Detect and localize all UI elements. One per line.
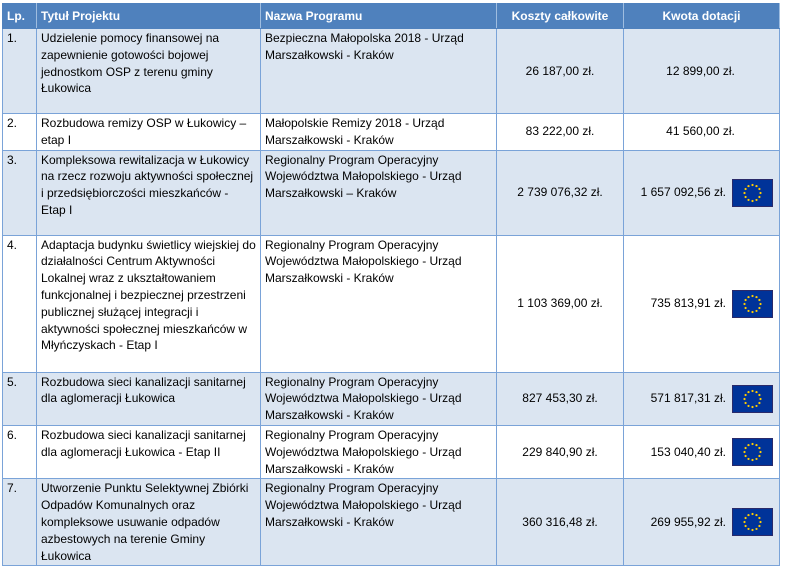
row-title: Adaptacja budynku świetlicy wiejskiej do działalności Centrum Aktywności Lokalnej wraz z ukształtowaniem funkcjonalnej i bezpiecznej przestrzeni publicznej służącej integracji i aktywności społecznej mieszkańców w Młyńczyskach - Etap I: [37, 235, 261, 372]
header-cost: Koszty całkowite: [497, 4, 624, 29]
header-lp: Lp.: [3, 4, 37, 29]
header-program: Nazwa Programu: [261, 4, 497, 29]
row-grant-cell: [624, 150, 780, 235]
header-grant: Kwota dotacji: [624, 4, 780, 29]
row-cost: 827 453,30 zł.: [497, 372, 624, 425]
header-title: Tytuł Projektu: [37, 4, 261, 29]
row-grant-cell: [624, 479, 780, 566]
row-cost: 2 739 076,32 zł.: [497, 150, 624, 235]
row-cost: 83 222,00 zł.: [497, 114, 624, 151]
row-title: Rozbudowa remizy OSP w Łukowicy – etap I: [37, 114, 261, 151]
eu-flag-icon: [732, 179, 773, 207]
row-grant: 12 899,00 zł.: [666, 63, 735, 78]
row-grant-cell: [624, 235, 780, 372]
row-program: Małopolskie Remizy 2018 - Urząd Marszałkowski - Kraków: [261, 114, 497, 151]
eu-flag-icon: [732, 290, 773, 318]
row-lp: 1.: [3, 29, 37, 114]
row-title: Kompleksowa rewitalizacja w Łukowicy na rzecz rozwoju aktywności społecznej i przedsiębiorczości mieszkańców - Etap I: [37, 150, 261, 235]
row-lp: 2.: [3, 114, 37, 151]
eu-flag-icon: [732, 508, 773, 536]
row-lp: 5.: [3, 372, 37, 425]
row-grant-cell: [624, 29, 780, 114]
row-program: Bezpieczna Małopolska 2018 - Urząd Marszałkowski - Kraków: [261, 29, 497, 114]
eu-flag-icon: [732, 438, 773, 466]
table-row: [3, 479, 780, 566]
row-cost: 1 103 369,00 zł.: [497, 235, 624, 372]
row-cost: 360 316,48 zł.: [497, 479, 624, 566]
row-grant-cell: [624, 425, 780, 478]
row-grant: 41 560,00 zł.: [666, 124, 735, 139]
table-row: [3, 372, 780, 425]
row-grant-cell: [624, 372, 780, 425]
row-lp: 6.: [3, 425, 37, 478]
row-program: Regionalny Program Operacyjny Województwa Małopolskiego - Urząd Marszałkowski - Kraków: [261, 425, 497, 478]
table-header-row: [3, 4, 780, 29]
row-title: Rozbudowa sieci kanalizacji sanitarnej dla aglomeracji Łukowica - Etap II: [37, 425, 261, 478]
table-row: [3, 425, 780, 478]
row-program: Regionalny Program Operacyjny Województwa Małopolskiego - Urząd Marszałkowski – Kraków: [261, 150, 497, 235]
row-grant: 571 817,31 zł.: [650, 391, 726, 406]
row-program: Regionalny Program Operacyjny Województwa Małopolskiego - Urząd Marszałkowski - Kraków: [261, 235, 497, 372]
row-grant: 269 955,92 zł.: [650, 514, 726, 529]
row-title: Rozbudowa sieci kanalizacji sanitarnej dla aglomeracji Łukowica: [37, 372, 261, 425]
row-grant-cell: [624, 114, 780, 151]
row-grant: 153 040,40 zł.: [650, 444, 726, 459]
row-lp: 4.: [3, 235, 37, 372]
row-title: Udzielenie pomocy finansowej na zapewnienie gotowości bojowej jednostkom OSP z terenu gminy Łukowica: [37, 29, 261, 114]
projects-table: [2, 3, 780, 566]
row-grant: 1 657 092,56 zł.: [640, 185, 726, 200]
table-row: [3, 114, 780, 151]
table-row: [3, 150, 780, 235]
row-lp: 7.: [3, 479, 37, 566]
table-row: [3, 235, 780, 372]
row-cost: 26 187,00 zł.: [497, 29, 624, 114]
row-lp: 3.: [3, 150, 37, 235]
row-grant: 735 813,91 zł.: [650, 296, 726, 311]
row-cost: 229 840,90 zł.: [497, 425, 624, 478]
eu-flag-icon: [732, 385, 773, 413]
table-row: [3, 29, 780, 114]
row-program: Regionalny Program Operacyjny Województwa Małopolskiego - Urząd Marszałkowski - Kraków: [261, 372, 497, 425]
row-program: Regionalny Program Operacyjny Województwa Małopolskiego - Urząd Marszałkowski - Kraków: [261, 479, 497, 566]
row-title: Utworzenie Punktu Selektywnej Zbiórki Odpadów Komunalnych oraz kompleksowe usuwanie odpadów azbestowych na terenie Gminy Łukowica: [37, 479, 261, 566]
